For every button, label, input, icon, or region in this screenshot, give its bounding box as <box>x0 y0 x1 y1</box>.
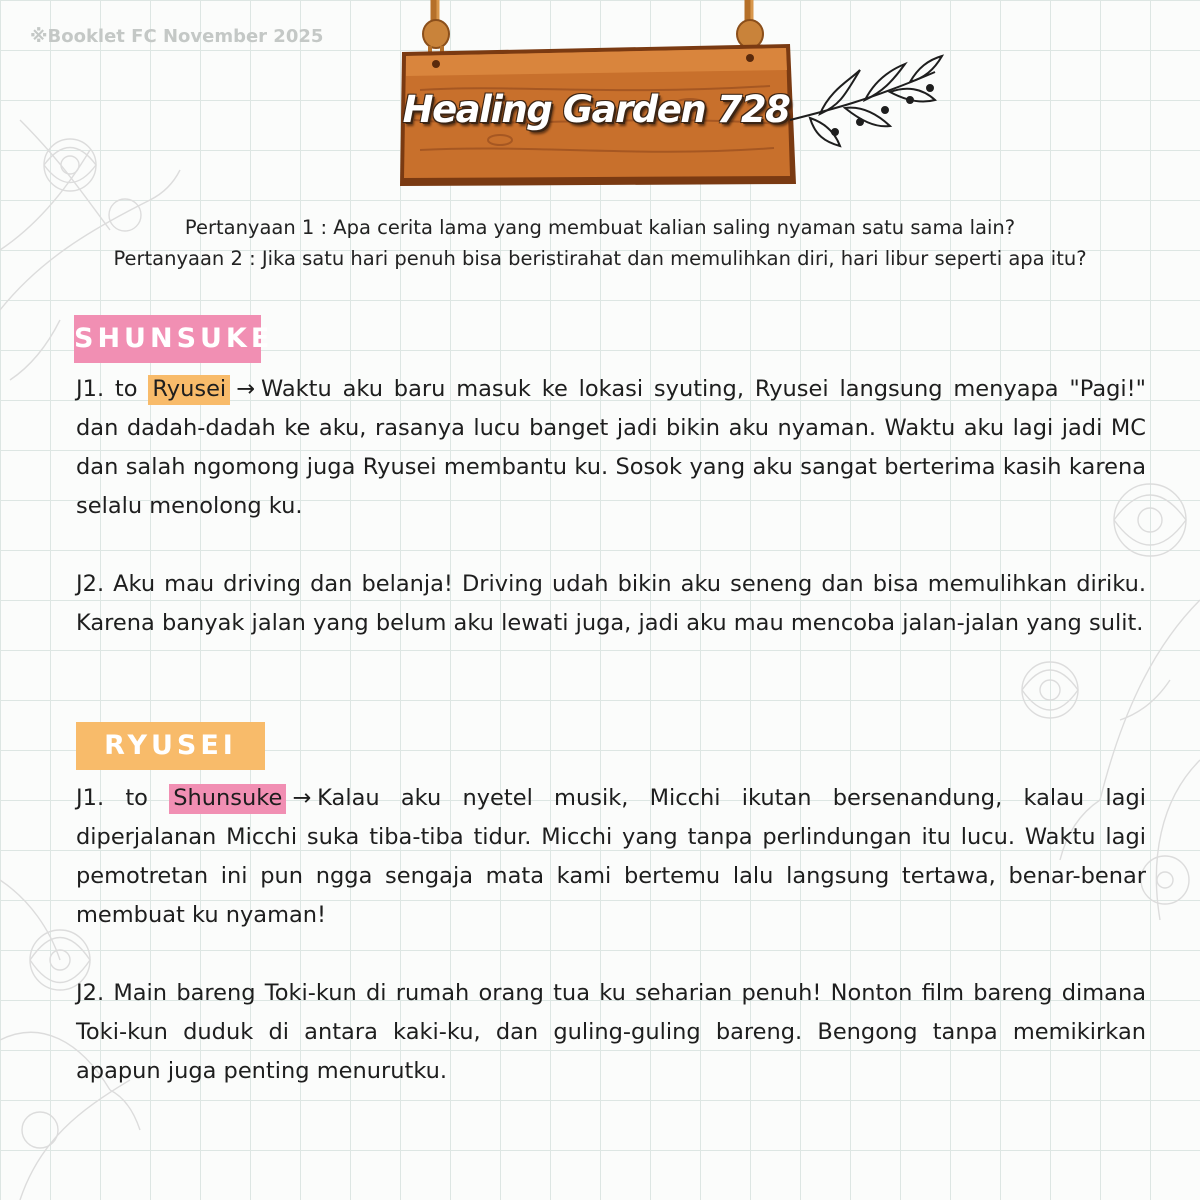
ryusei-label: RYUSEI <box>76 722 265 770</box>
highlight-shunsuke: Shunsuke <box>169 784 286 814</box>
sign-title: Healing Garden 728 <box>402 88 790 131</box>
answer-text: Kalau aku nyetel musik, Micchi ikutan bersenandung, kalau lagi diperjalanan Micchi suka tiba-tiba tidur. Micchi yang tanpa perlindungan itu lucu. Waktu lagi pemotretan ini pun ngga sengaja mata kami bertemu lalu langsung tertawa, benar-benar membuat ku nyaman! <box>76 785 1147 928</box>
answer-prefix: J1. to <box>76 785 148 811</box>
leafy-branch-decoration <box>790 56 942 146</box>
question-2: Pertanyaan 2 : Jika satu hari penuh bisa beristirahat dan memulihkan diri, hari libur seperti apa itu? <box>113 247 1087 270</box>
ryusei-answer-2: J2. Main bareng Toki-kun di rumah orang tua ku seharian penuh! Nonton film bareng dimana Toki-kun duduk di antara kaki-ku, dan guling-guling bareng. Bengong tanpa memikirkan apapun juga penting menurutku. <box>76 980 1146 1084</box>
ryusei-answer-1 <box>76 779 1146 935</box>
booklet-note: ※Booklet FC November 2025 <box>30 26 324 47</box>
questions-block <box>0 212 1200 274</box>
arrow-icon: → <box>292 785 312 811</box>
arrow-icon: → <box>236 376 256 402</box>
shunsuke-answer-1 <box>76 370 1146 526</box>
answer-text: Waktu aku baru masuk ke lokasi syuting, Ryusei langsung menyapa "Pagi!" dan dadah-dadah ke aku, rasanya lucu banget jadi bikin aku nyaman. Waktu aku lagi jadi MC dan salah ngomong juga Ryusei membantu ku. Sosok yang aku sangat berterima kasih karena selalu menolong ku. <box>76 376 1147 519</box>
wooden-sign <box>390 0 950 200</box>
shunsuke-label: SHUNSUKE <box>74 315 261 363</box>
shunsuke-answer-2: J2. Aku mau driving dan belanja! Driving udah bikin aku seneng dan bisa memulihkan diriku. Karena banyak jalan yang belum aku lewati juga, jadi aku mau mencoba jalan-jalan yang sulit. <box>76 571 1146 636</box>
answer-prefix: J1. to <box>76 376 138 402</box>
highlight-ryusei: Ryusei <box>148 375 230 405</box>
question-1: Pertanyaan 1 : Apa cerita lama yang membuat kalian saling nyaman satu sama lain? <box>184 216 1016 239</box>
